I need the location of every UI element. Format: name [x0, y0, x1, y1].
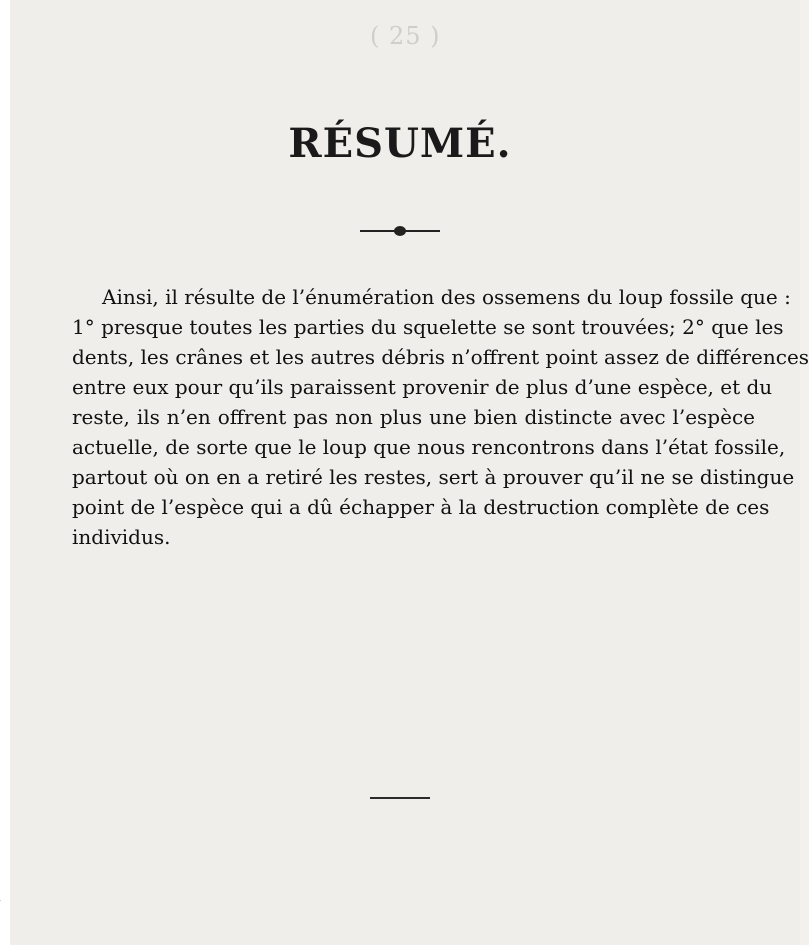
- summary-paragraph: [72, 282, 809, 552]
- ornament-dot: [394, 226, 406, 236]
- paragraph-line: point de l’espèce qui a dû échapper à la destruction complète de ces: [72, 495, 770, 519]
- page-title: RÉSUMÉ.: [288, 120, 512, 167]
- paragraph-line: individus.: [72, 525, 171, 549]
- paragraph-line: entre eux pour qu’ils paraissent provenir de plus d’une espèce, et du: [72, 375, 773, 399]
- title-ornament: [360, 226, 440, 236]
- paragraph-line: partout où on en a retiré les restes, sert à prouver qu’il ne se distingue: [72, 465, 795, 489]
- paragraph-line: 1° presque toutes les parties du squelette se sont trouvées; 2° que les: [72, 315, 784, 339]
- bottom-divider: [370, 797, 430, 799]
- paragraph-line: reste, ils n’en offrent pas non plus une bien distincte avec l’espèce: [72, 405, 755, 429]
- page-number-ornament: ( 25 ): [370, 22, 441, 50]
- paragraph-line: Ainsi, il résulte de l’énumération des ossemens du loup fossile que :: [102, 285, 791, 309]
- side-credit: [0, 836, 1, 930]
- paragraph-line: actuelle, de sorte que le loup que nous rencontrons dans l’état fossile,: [72, 435, 786, 459]
- paragraph-line: dents, les crânes et les autres débris n’offrent point assez de différences: [72, 345, 809, 369]
